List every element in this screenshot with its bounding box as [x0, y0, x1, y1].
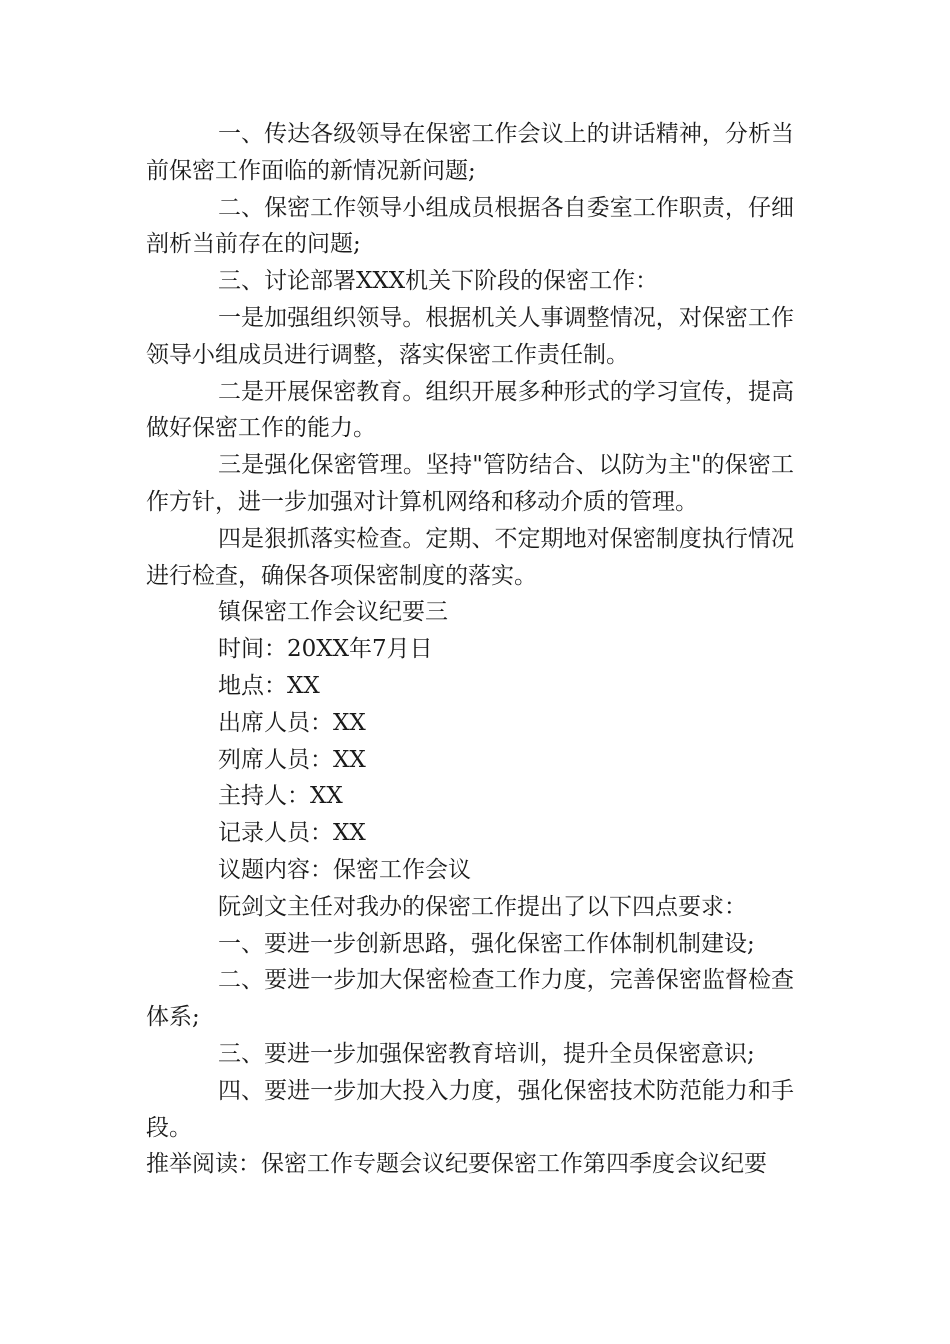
meeting-observers: 列席人员：XX — [218, 746, 366, 773]
requirement-1: 一、要进一步创新思路，强化保密工作体制机制建设; — [218, 930, 755, 957]
meeting-time: 时间：20XX年7月日 — [218, 636, 433, 663]
paragraph-1: 一、传达各级领导在保密工作会议上的讲话精神，分析当前保密工作面临的新情况新问题; — [146, 121, 794, 184]
paragraph-requirements-intro: 阮剑文主任对我办的保密工作提出了以下四点要求： — [218, 893, 747, 920]
section-title: 镇保密工作会议纪要三 — [218, 599, 448, 626]
recommended-reading: 推举阅读：保密工作专题会议纪要保密工作第四季度会议纪要 — [146, 1151, 767, 1178]
meeting-attendees: 出席人员：XX — [218, 709, 366, 736]
paragraph-5: 二是开展保密教育。组织开展多种形式的学习宣传，提高做好保密工作的能力。 — [146, 378, 794, 442]
requirement-3: 三、要进一步加强保密教育培训，提升全员保密意识; — [218, 1040, 755, 1067]
paragraph-4: 一是加强组织领导。根据机关人事调整情况，对保密工作领导小组成员进行调整，落实保密工作责任制。 — [146, 304, 794, 368]
requirement-4: 四、要进一步加大投入力度，强化保密技术防范能力和手段。 — [146, 1077, 794, 1141]
paragraph-2: 二、保密工作领导小组成员根据各自委室工作职责，仔细剖析当前存在的问题; — [146, 194, 794, 258]
paragraph-7: 四是狠抓落实检查。定期、不定期地对保密制度执行情况进行检查，确保各项保密制度的落实。 — [146, 525, 794, 589]
requirement-2: 二、要进一步加大保密检查工作力度，完善保密监督检查体系; — [146, 967, 794, 1031]
meeting-location: 地点：XX — [218, 672, 320, 699]
document-body — [146, 116, 794, 1183]
meeting-host: 主持人：XX — [218, 783, 343, 810]
meeting-topic: 议题内容：保密工作会议 — [218, 856, 471, 883]
meeting-recorder: 记录人员：XX — [218, 820, 366, 847]
paragraph-3: 三、讨论部署XXX机关下阶段的保密工作： — [218, 268, 659, 295]
paragraph-6: 三是强化保密管理。坚持"管防结合、以防为主"的保密工作方针，进一步加强对计算机网络和移动介质的管理。 — [146, 452, 794, 515]
